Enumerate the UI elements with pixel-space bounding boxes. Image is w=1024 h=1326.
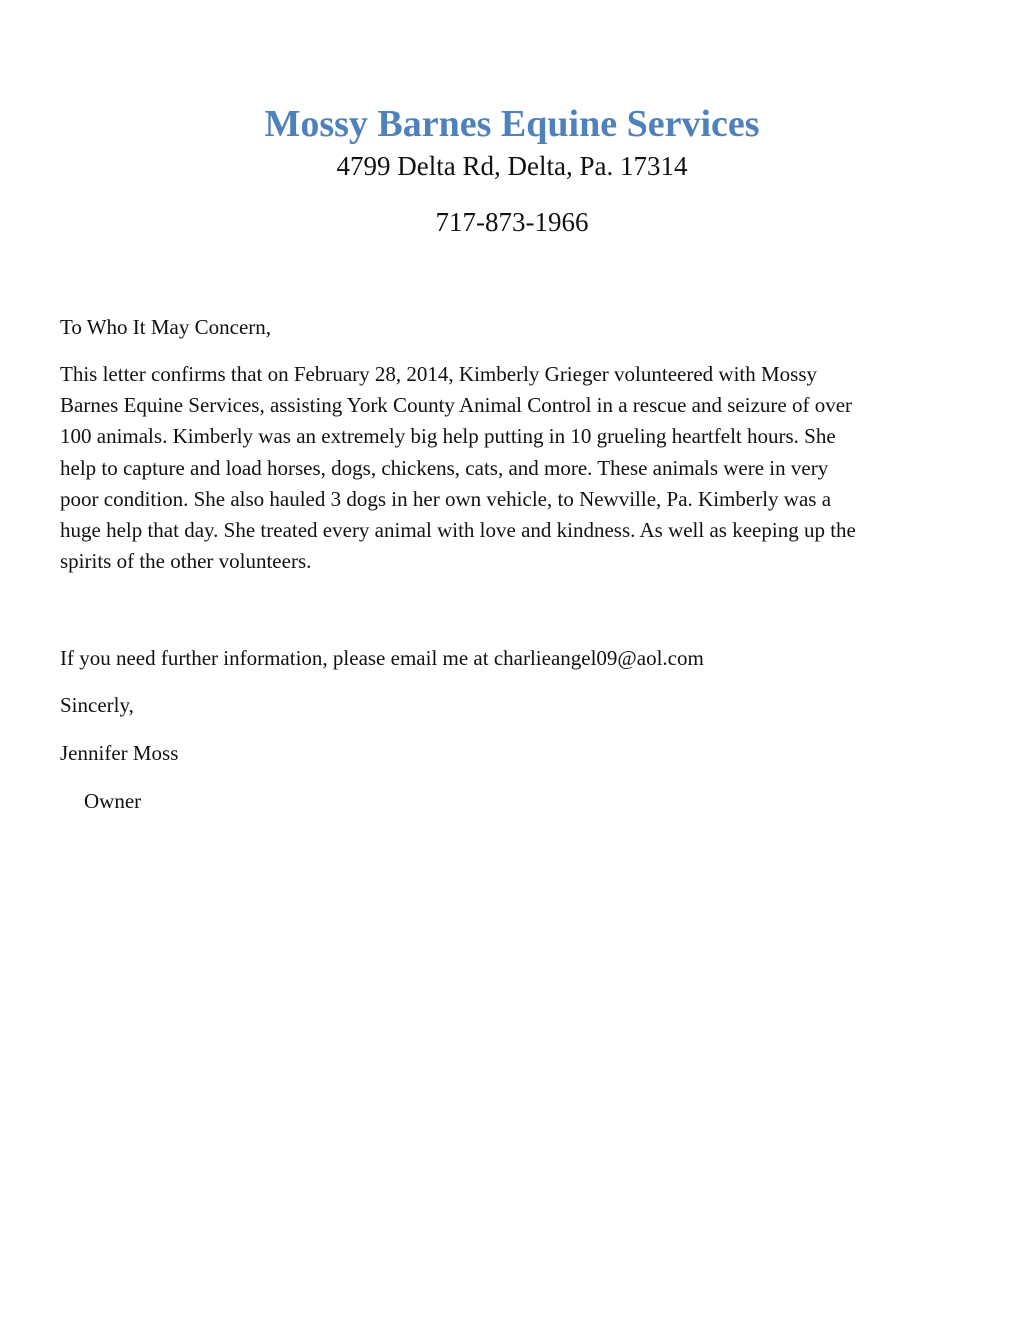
paragraph-line: 100 animals. Kimberly was an extremely big help putting in 10 grueling heartfelt hours. She [60,424,836,449]
letterhead [0,100,1024,240]
signature-title: Owner [84,789,142,813]
paragraph-line: Barnes Equine Services, assisting York County Animal Control in a rescue and seizure of over [60,393,853,418]
salutation: To Who It May Concern, [60,315,272,339]
paragraph-line: This letter confirms that on February 28, 2014, Kimberly Grieger volunteered with Mossy [60,362,818,386]
closing: Sincerly, [60,693,134,717]
further-info-line: If you need further information, please email me at charlieangel09@aol.com [60,646,704,670]
paragraph-line: spirits of the other volunteers. [60,549,312,574]
company-phone: 717-873-1966 [435,207,589,237]
company-address: 4799 Delta Rd, Delta, Pa. 17314 [336,151,688,181]
paragraph-line: help to capture and load horses, dogs, chickens, cats, and more. These animals were in very [60,455,829,480]
company-name: Mossy Barnes Equine Services [264,103,760,145]
letter-body-paragraph [60,359,970,577]
paragraph-line: poor condition. She also hauled 3 dogs in her own vehicle, to Newville, Pa. Kimberly was a [60,486,832,511]
signature-name: Jennifer Moss [60,741,179,765]
paragraph-line: huge help that day. She treated every animal with love and kindness. As well as keeping up the [60,518,856,543]
